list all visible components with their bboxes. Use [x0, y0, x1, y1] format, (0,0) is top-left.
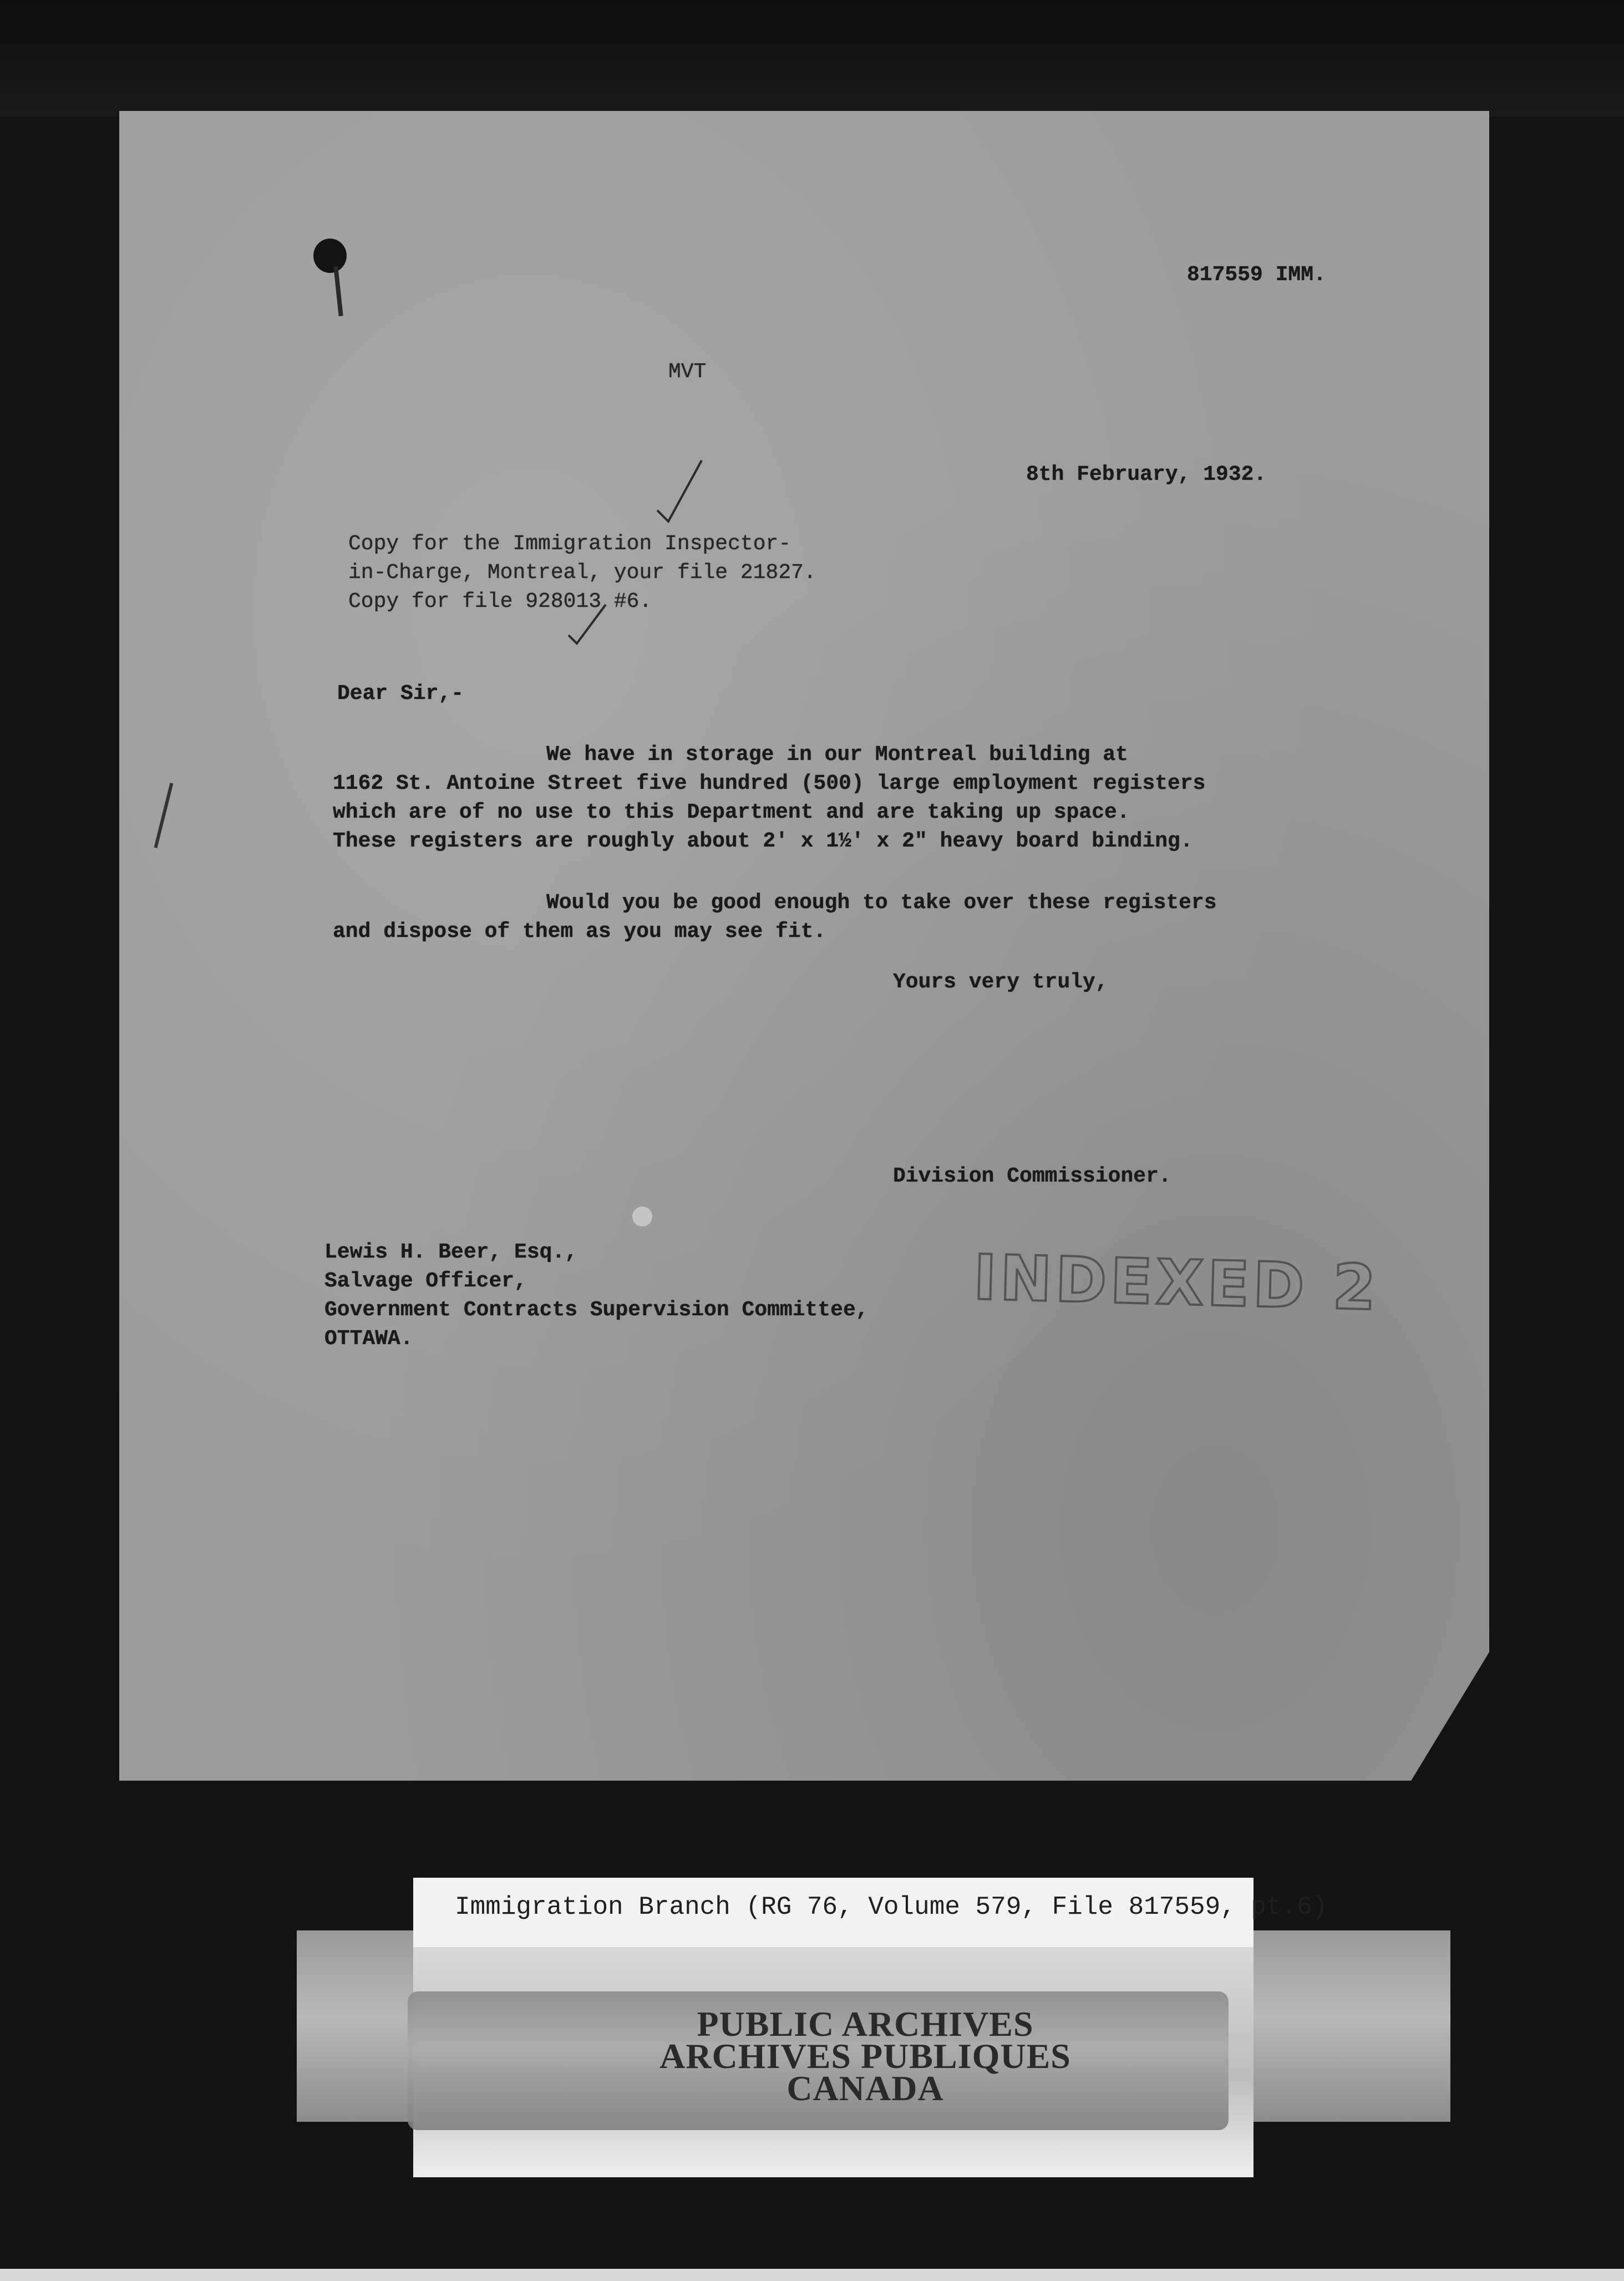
body-line: These registers are roughly about 2' x 1½' x 2" heavy board binding. [333, 829, 1193, 853]
body-line: which are of no use to this Department and are taking up space. [333, 800, 1130, 824]
archive-stamp-line: CANADA [786, 2069, 944, 2108]
copy-line: in-Charge, Montreal, your file 21827. [348, 561, 816, 585]
checkmark-icon [654, 458, 704, 524]
salutation: Dear Sir,- [337, 682, 464, 706]
signature-title: Division Commissioner. [893, 1164, 1171, 1188]
archive-stamp-line: ARCHIVES PUBLIQUES [659, 2036, 1071, 2076]
closing: Yours very truly, [893, 970, 1108, 994]
copy-line: Copy for the Immigration Inspector- [348, 532, 791, 556]
addressee-line: Government Contracts Supervision Committee, [324, 1298, 869, 1322]
indexed-stamp: INDEXED 2 [972, 1241, 1381, 1325]
typist-initials: MVT [668, 360, 707, 384]
body-line: 1162 St. Antoine Street five hundred (500) large employment registers [333, 772, 1206, 795]
addressee-line: Lewis H. Beer, Esq., [324, 1240, 578, 1264]
archive-citation: Immigration Branch (RG 76, Volume 579, File 817559, pt.6) [455, 1893, 1328, 1922]
body-line: Would you be good enough to take over these registers [546, 891, 1217, 915]
archive-stamp [610, 2004, 1120, 2108]
body-line: We have in storage in our Montreal building at [546, 743, 1128, 767]
file-reference: 817559 IMM. [1187, 263, 1326, 287]
archive-stamp-line: PUBLIC ARCHIVES [697, 2004, 1034, 2044]
film-border [0, 0, 1624, 116]
addressee-line: Salvage Officer, [324, 1269, 527, 1293]
punch-hole [313, 239, 347, 273]
addressee-line: OTTAWA. [324, 1327, 413, 1351]
copy-line: Copy for file 928013 #6. [348, 590, 652, 614]
body-line: and dispose of them as you may see fit. [333, 920, 826, 944]
letter-date: 8th February, 1932. [1026, 463, 1267, 486]
film-edge [0, 2269, 1624, 2281]
paper-smudge [632, 1207, 652, 1226]
